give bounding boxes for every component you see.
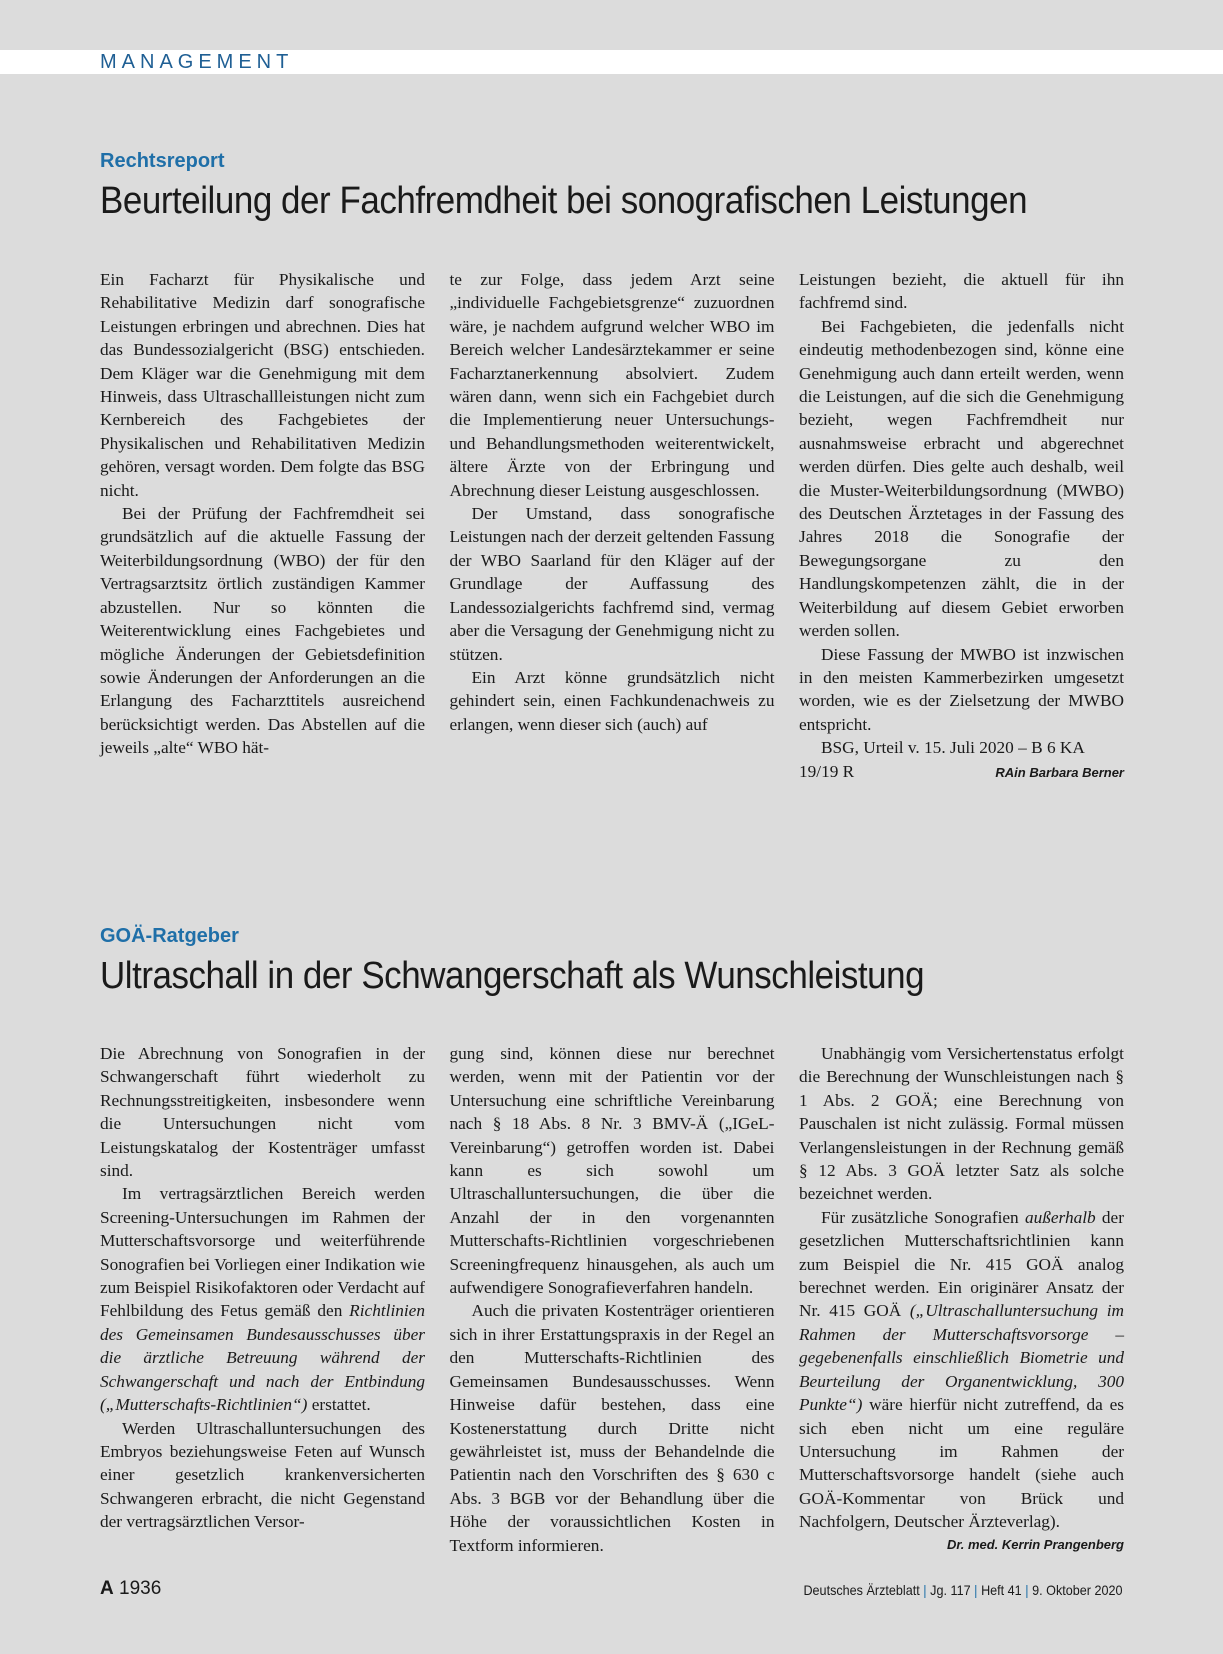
paragraph: Ein Facharzt für Physikalische und Rehabilitative Medizin darf sonografische Leistungen erbringen und abrechnen. Dies hat das Bundessozialgericht (BSG) entschieden. Dem Kläger war die Genehmigung mit dem Hinweis, dass Ultraschallleistungen nicht zum Kernbereich des Fachgebietes der Physikalischen und Rehabilitativen Medizin gehören, versagt worden. Dem folgte das BSG nicht. — [100, 270, 425, 500]
text-run: der gesetzlichen Mutterschaftsrichtlinien kann zum Beispiel die Nr. 415 GOÄ analog berechnet werden. Ein originärer Ansatz der Nr. 415 GOÄ — [799, 1207, 1124, 1321]
italic-text-run: Richtlinien des Gemeinsamen Bundesausschusses über die ärztliche Betreuung während der Schwangerschaft und nach der Entbindung („Mutterschafts-Richtlinien“) — [100, 1301, 425, 1415]
article2-column-3 — [799, 1042, 1124, 1557]
paragraph: Auch die privaten Kostenträger orientieren sich in ihrer Erstattungspraxis in der Regel an den Mutterschafts-Richtlinien des Gemeinsamen Bundesausschusses. Wenn Hinweise dafür bestehen, dass eine Kostenerstattung durch Dritte nicht gewährleistet ist, muss der Behandelnde die Patientin nach den Vorschriften des § 630 c Abs. 3 BGB vor der Behandlung über die Höhe der voraussichtlichen Kosten in Textform informieren. — [449, 1301, 775, 1555]
paragraph: Diese Fassung der MWBO ist inzwischen in den meisten Kammerbezirken umgesetzt worden, wie es der Zielsetzung der MWBO entspricht. — [799, 644, 1124, 734]
article1-kicker: Rechtsreport — [100, 150, 225, 172]
article1-title: Beurteilung der Fachfremdheit bei sonografischen Leistungen — [100, 180, 1028, 222]
article1-column-3 — [799, 268, 1124, 784]
verdict-reference: BSG, Urteil v. 15. Juli 2020 – B 6 KA — [821, 738, 1085, 758]
paragraph: Werden Ultraschalluntersuchungen des Embryos beziehungsweise Feten auf Wunsch einer gesetzlich krankenversicherten Schwangeren erbracht, die nicht Gegenstand der vertragsärztlichen Versor- — [100, 1418, 425, 1532]
text-run: erstattet. — [311, 1395, 371, 1415]
paragraph: Die Abrechnung von Sonografien in der Schwangerschaft führt wiederholt zu Rechnungsstreitigkeiten, insbesondere wenn die Untersuchungen nicht vom Leistungskatalog der Kostenträger umfasst sind. — [100, 1044, 425, 1181]
paragraph: Ein Arzt könne grundsätzlich nicht gehindert sein, einen Fachkundenachweis zu erlangen, wenn dieser sich (auch) auf — [449, 667, 775, 734]
paragraph: Der Umstand, dass sonografische Leistungen nach der derzeit geltenden Fassung der WBO Saarland für den Kläger auf der Grundlage der Auffassung des Landessozialgerichts fachfremd sind, vermag aber die Versagung der Genehmigung nicht zu stützen. — [449, 504, 775, 664]
article2-kicker: GOÄ-Ratgeber — [100, 925, 239, 947]
article2-body — [100, 1042, 1124, 1557]
section-label: MANAGEMENT — [100, 51, 294, 73]
paragraph: Unabhängig vom Versichertenstatus erfolgt die Berechnung der Wunschleistungen nach § 1 Abs. 2 GOÄ; eine Berechnung von Pauschalen ist nicht zulässig. Formal müssen Verlangensleistungen in der Rechnung gemäß § 12 Abs. 3 GOÄ letzter Satz als solche bezeichnet werden. — [799, 1044, 1124, 1204]
italic-text-run: („Ultraschalluntersuchung im Rahmen der Mutterschaftsvorsorge – gegebenenfalls einschließlich Biometrie und Beurteilung der Organentwicklung, 300 Punkte“) — [799, 1301, 1124, 1415]
paragraph: Bei der Prüfung der Fachfremdheit sei grundsätzlich auf die aktuelle Fassung der Weiterbildungsordnung (WBO) der für den Vertragsarztsitz örtlich zuständigen Kammer abzustellen. Nur so könnten die Weiterentwicklung eines Fachgebietes und mögliche Änderungen der Gebietsdefinition sowie Änderungen der Anforderungen an die Erlangung des Facharzttitels ausreichend berücksichtigt werden. Das Abstellen auf die jeweils „alte“ WBO hät- — [100, 504, 425, 758]
verdict-number: 19/19 R — [799, 761, 855, 781]
article1-author: RAin Barbara Berner — [995, 764, 1124, 780]
journal-citation: Deutsches Ärzteblatt | Jg. 117 | Heft 41 | 9. Oktober 2020 — [803, 1582, 1123, 1598]
journal-date: 9. Oktober 2020 — [1032, 1582, 1123, 1598]
article2-column-1 — [100, 1042, 425, 1557]
article2-title: Ultraschall in der Schwangerschaft als Wunschleistung — [100, 955, 925, 997]
paragraph — [799, 1206, 1124, 1534]
verdict-line — [799, 760, 1124, 784]
text-run: wäre hierfür nicht zutreffend, da es sich eben nicht um eine reguläre Untersuchung im Rahmen der Mutterschaftsvorsorge handelt (siehe auch GOÄ-Kommentar von Brück und Nachfolgern, Deutscher Ärzteverlag). — [799, 1395, 1124, 1532]
paragraph: Leistungen bezieht, die aktuell für ihn fachfremd sind. — [799, 270, 1124, 313]
page-number — [100, 1578, 161, 1600]
paragraph — [100, 1182, 425, 1416]
article1-column-1 — [100, 268, 425, 784]
article2-author: Dr. med. Kerrin Prangenberg — [947, 1536, 1124, 1552]
text-run: Im vertragsärztlichen Bereich werden Screening-Untersuchungen im Rahmen der Mutterschaftsvorsorge und weiterführende Sonografien bei Vorliegen einer Indikation wie zum Beispiel Risikofaktoren oder Verdacht auf Fehlbildung des Fetus gemäß den — [100, 1184, 425, 1321]
page-prefix: A — [100, 1578, 114, 1599]
paragraph: te zur Folge, dass jedem Arzt seine „individuelle Fachgebietsgrenze“ zuzuordnen wäre, je nachdem aufgrund welcher WBO im Bereich welcher Landesärztekammer er seine Facharztanerkennung absolviert. Zudem wären dann, wenn sich ein Fachgebiet durch die Implementierung neuer Untersuchungs- und Behandlungsmethoden weiterentwickelt, ältere Ärzte von der Erbringung und Abrechnung dieser Leistung ausgeschlossen. — [449, 270, 775, 500]
article1-column-2 — [450, 268, 775, 784]
journal-volume: Jg. 117 — [930, 1582, 972, 1598]
journal-name: Deutsches Ärzteblatt — [803, 1582, 921, 1598]
article2-column-2 — [450, 1042, 775, 1557]
text-run: Für zusätzliche Sonografien — [821, 1207, 1019, 1227]
journal-issue: Heft 41 — [981, 1582, 1023, 1598]
paragraph: gung sind, können diese nur berechnet werden, wenn mit der Patientin vor der Untersuchung eine schriftliche Vereinbarung nach § 18 Abs. 8 Nr. 3 BMV-Ä („IGeL-Vereinbarung“) getroffen worden ist. Dabei kann es sich sowohl um Ultraschalluntersuchungen, die über die Anzahl der in den vorgenannten Mutterschafts-Richtlinien vorgeschriebenen Screeningfrequenz hinausgehen, als auch um aufwendigere Sonografieverfahren handeln. — [449, 1044, 775, 1298]
italic-text-run: außerhalb — [1024, 1207, 1096, 1227]
article1-body — [100, 268, 1124, 784]
paragraph: Bei Fachgebieten, die jedenfalls nicht eindeutig methodenbezogen sind, könne eine Genehmigung auch dann erteilt werden, wenn die Leistungen, auf die sich die Genehmigung bezieht, wegen Fachfremdheit nur ausnahmsweise erbracht und abgerechnet werden dürfen. Dies gelte auch deshalb, weil die Muster-Weiterbildungsordnung (MWBO) des Deutschen Ärztetages in der Fassung des Jahres 2018 die Sonografie der Bewegungsorgane zu den Handlungskompetenzen zählt, die in der Weiterbildung auf diesem Gebiet erworben werden sollen. — [799, 316, 1124, 641]
page-number-value: 1936 — [119, 1578, 162, 1599]
